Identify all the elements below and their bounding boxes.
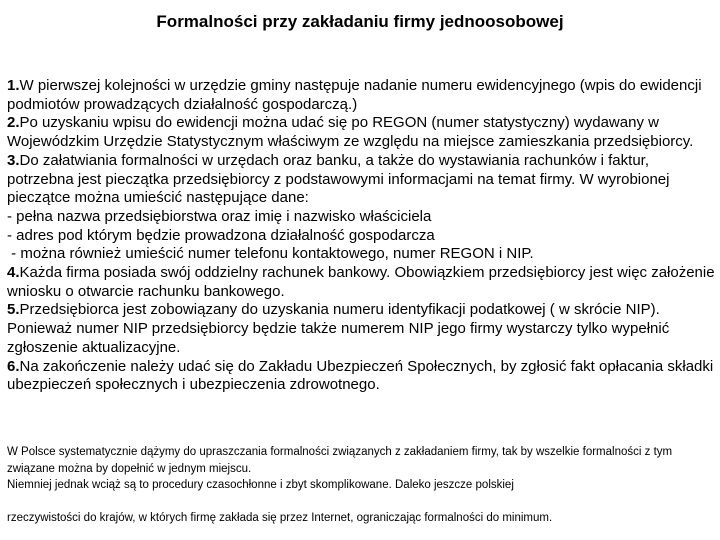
list-item <box>7 358 717 395</box>
item-number: 1. <box>7 77 20 94</box>
page-title: Formalności przy zakładaniu firmy jednoosobowej <box>156 12 564 31</box>
item-text: Do załatwiania formalności w urzędach oraz banku, a także do wystawiania rachunków i faktur, potrzebna jest pieczątka przedsiębiorcy z podstawowymi informacjami na temat firmy. W wyrobionej pieczątce można umieścić następujące dane: <box>7 151 670 207</box>
item-text: Na zakończenie należy udać się do Zakładu Ubezpieczeń Społecznych, by zgłosić fakt opłacania składki ubezpieczeń społecznych i ubezpieczenia zdrowotnego. <box>7 357 714 394</box>
list-item <box>7 114 717 151</box>
footer-line: W Polsce systematycznie dążymy do upraszczania formalności związanych z zakładaniem firmy, tak by wszelkie formalności z tym związane można by dopełnić w jednym miejscu. <box>7 446 673 475</box>
list-item <box>7 152 717 208</box>
footer-note-continued <box>7 510 719 527</box>
item-number: 2. <box>7 114 20 132</box>
stamp-line: - można również umieścić numer telefonu kontaktowego, numer REGON i NIP. <box>7 245 534 263</box>
item-text: Każda firma posiada swój oddzielny rachunek bankowy. Obowiązkiem przedsiębiorcy jest więc założenie wniosku o otwarcie rachunku bankowego. <box>7 264 715 300</box>
list-item <box>7 301 717 357</box>
footer-line: Niemniej jednak wciąż są to procedury czasochłonne i zbyt skomplikowane. Daleko jeszcze polskiej <box>7 479 514 491</box>
list-item <box>7 264 717 301</box>
item-number: 5. <box>7 301 20 319</box>
footer-line: rzeczywistości do krajów, w których firmę zakłada się przez Internet, ograniczając formalności do minimum. <box>7 512 553 524</box>
item-number: 3. <box>7 151 20 169</box>
item-text: Przedsiębiorca jest zobowiązany do uzyskania numeru identyfikacji podatkowej ( w skrócie NIP). Ponieważ numer NIP przedsiębiorcy będzie także numerem NIP jego firmy wystarczy tylko wypełnić zgłoszenie aktualizacyjne. <box>7 301 670 356</box>
item-number: 4. <box>7 264 20 282</box>
item-number: 6. <box>7 357 20 375</box>
stamp-line: - pełna nazwa przedsiębiorstwa oraz imię i nazwisko właściciela <box>7 207 432 225</box>
item-text: Po uzyskaniu wpisu do ewidencji można udać się po REGON (numer statystyczny) wydawany w Wojewódzkim Urzędzie Statystycznym właściwym ze względu na miejsce zamieszkania przedsiębiorcy. <box>7 114 694 151</box>
item-text: W pierwszej kolejności w urzędzie gminy następuje nadanie numeru ewidencyjnego (wpis do ewidencji podmiotów prowadzących działalność gospodarczą.) <box>7 77 702 113</box>
stamp-line: - adres pod którym będzie prowadzona działalność gospodarcza <box>7 226 435 244</box>
footer-note <box>7 444 719 494</box>
list-item <box>7 77 717 114</box>
main-text <box>7 77 717 395</box>
